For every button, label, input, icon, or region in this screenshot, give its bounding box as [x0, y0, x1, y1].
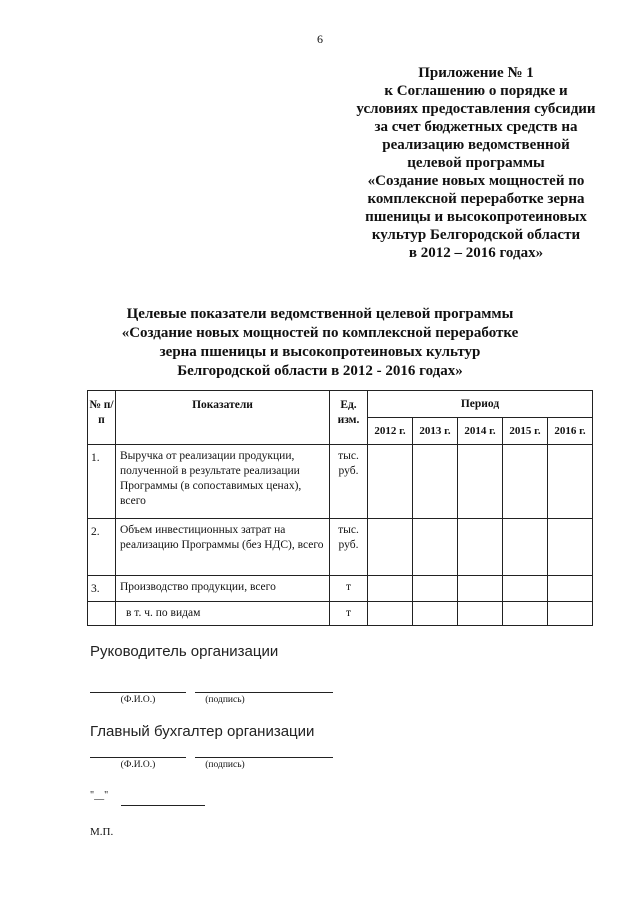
value-cell [503, 602, 548, 626]
header-indicator: Показатели [116, 391, 330, 445]
stamp-place: М.П. [90, 826, 114, 838]
accountant-signature-line [195, 757, 333, 758]
header-unit: Ед. изм. [330, 391, 368, 445]
appendix-line: пшеницы и высокопротеиновых [365, 209, 587, 225]
value-cell [413, 602, 458, 626]
appendix-line: комплексной переработке зерна [367, 191, 585, 207]
title-line: зерна пшеницы и высокопротеиновых культур [159, 344, 481, 360]
appendix-line: в 2012 – 2016 годах» [408, 245, 544, 261]
value-cell [548, 445, 593, 519]
row-unit: тыс. руб. [330, 519, 368, 576]
row-number: 3. [88, 576, 116, 602]
row-unit: тыс. руб. [330, 445, 368, 519]
row-number: 1. [88, 445, 116, 519]
appendix-line: «Создание новых мощностей по [367, 173, 585, 189]
value-cell [503, 519, 548, 576]
value-cell [458, 445, 503, 519]
row-indicator: Выручка от реализации продукции, полученной в результате реализации Программы (в сопоставимых ценах), всего [116, 445, 330, 519]
accountant-fio-line [90, 757, 186, 758]
table-row [88, 576, 593, 602]
title-line: «Создание новых мощностей по комплексной переработке [121, 325, 519, 341]
table-row [88, 445, 593, 519]
appendix-line: Приложение № 1 [418, 65, 534, 81]
appendix-line: за счет бюджетных средств на [374, 119, 578, 135]
value-cell [413, 445, 458, 519]
appendix-line: условиях предоставления субсидии [356, 101, 596, 117]
head-fio-caption: (Ф.И.О.) [120, 695, 156, 705]
head-signature-line [195, 692, 333, 693]
value-cell [503, 445, 548, 519]
appendix-line: целевой программы [407, 155, 545, 171]
accountant-signature-title: Главный бухгалтер организации [90, 723, 315, 740]
row-unit: т [330, 576, 368, 602]
page-number: 6 [317, 32, 323, 46]
title-line: Белгородской области в 2012 - 2016 годах» [177, 363, 463, 379]
title-line: Целевые показатели ведомственной целевой программы [126, 306, 514, 322]
head-fio-line [90, 692, 186, 693]
appendix-line: культур Белгородской области [371, 227, 581, 243]
table-row [88, 602, 593, 626]
value-cell [413, 519, 458, 576]
header-year: 2015 г. [503, 418, 548, 445]
document-title [60, 305, 580, 381]
value-cell [548, 576, 593, 602]
value-cell [458, 576, 503, 602]
value-cell [458, 602, 503, 626]
value-cell [368, 576, 413, 602]
value-cell [368, 519, 413, 576]
accountant-signature-caption: (подпись) [205, 760, 245, 770]
row-indicator: Объем инвестиционных затрат на реализацию Программы (без НДС), всего [116, 519, 330, 576]
header-year: 2012 г. [368, 418, 413, 445]
value-cell [458, 519, 503, 576]
table-row [88, 519, 593, 576]
head-signature-title: Руководитель организации [90, 643, 279, 660]
date-month-line [121, 805, 205, 806]
value-cell [413, 576, 458, 602]
row-indicator: Производство продукции, всего [116, 576, 330, 602]
row-indicator: в т. ч. по видам [116, 602, 330, 626]
row-unit: т [330, 602, 368, 626]
header-year: 2014 г. [458, 418, 503, 445]
header-year: 2016 г. [548, 418, 593, 445]
head-signature-caption: (подпись) [205, 695, 245, 705]
appendix-line: реализацию ведомственной [382, 137, 570, 153]
header-period: Период [368, 391, 593, 418]
accountant-fio-caption: (Ф.И.О.) [120, 760, 156, 770]
value-cell [368, 602, 413, 626]
value-cell [368, 445, 413, 519]
indicators-table [87, 390, 593, 626]
appendix-header [356, 64, 596, 262]
value-cell [548, 519, 593, 576]
header-year: 2013 г. [413, 418, 458, 445]
appendix-line: к Соглашению о порядке и [384, 83, 568, 99]
row-number [88, 602, 116, 626]
header-number: № п/п [88, 391, 116, 445]
value-cell [503, 576, 548, 602]
row-number: 2. [88, 519, 116, 576]
value-cell [548, 602, 593, 626]
date-day: "__" [90, 790, 109, 801]
